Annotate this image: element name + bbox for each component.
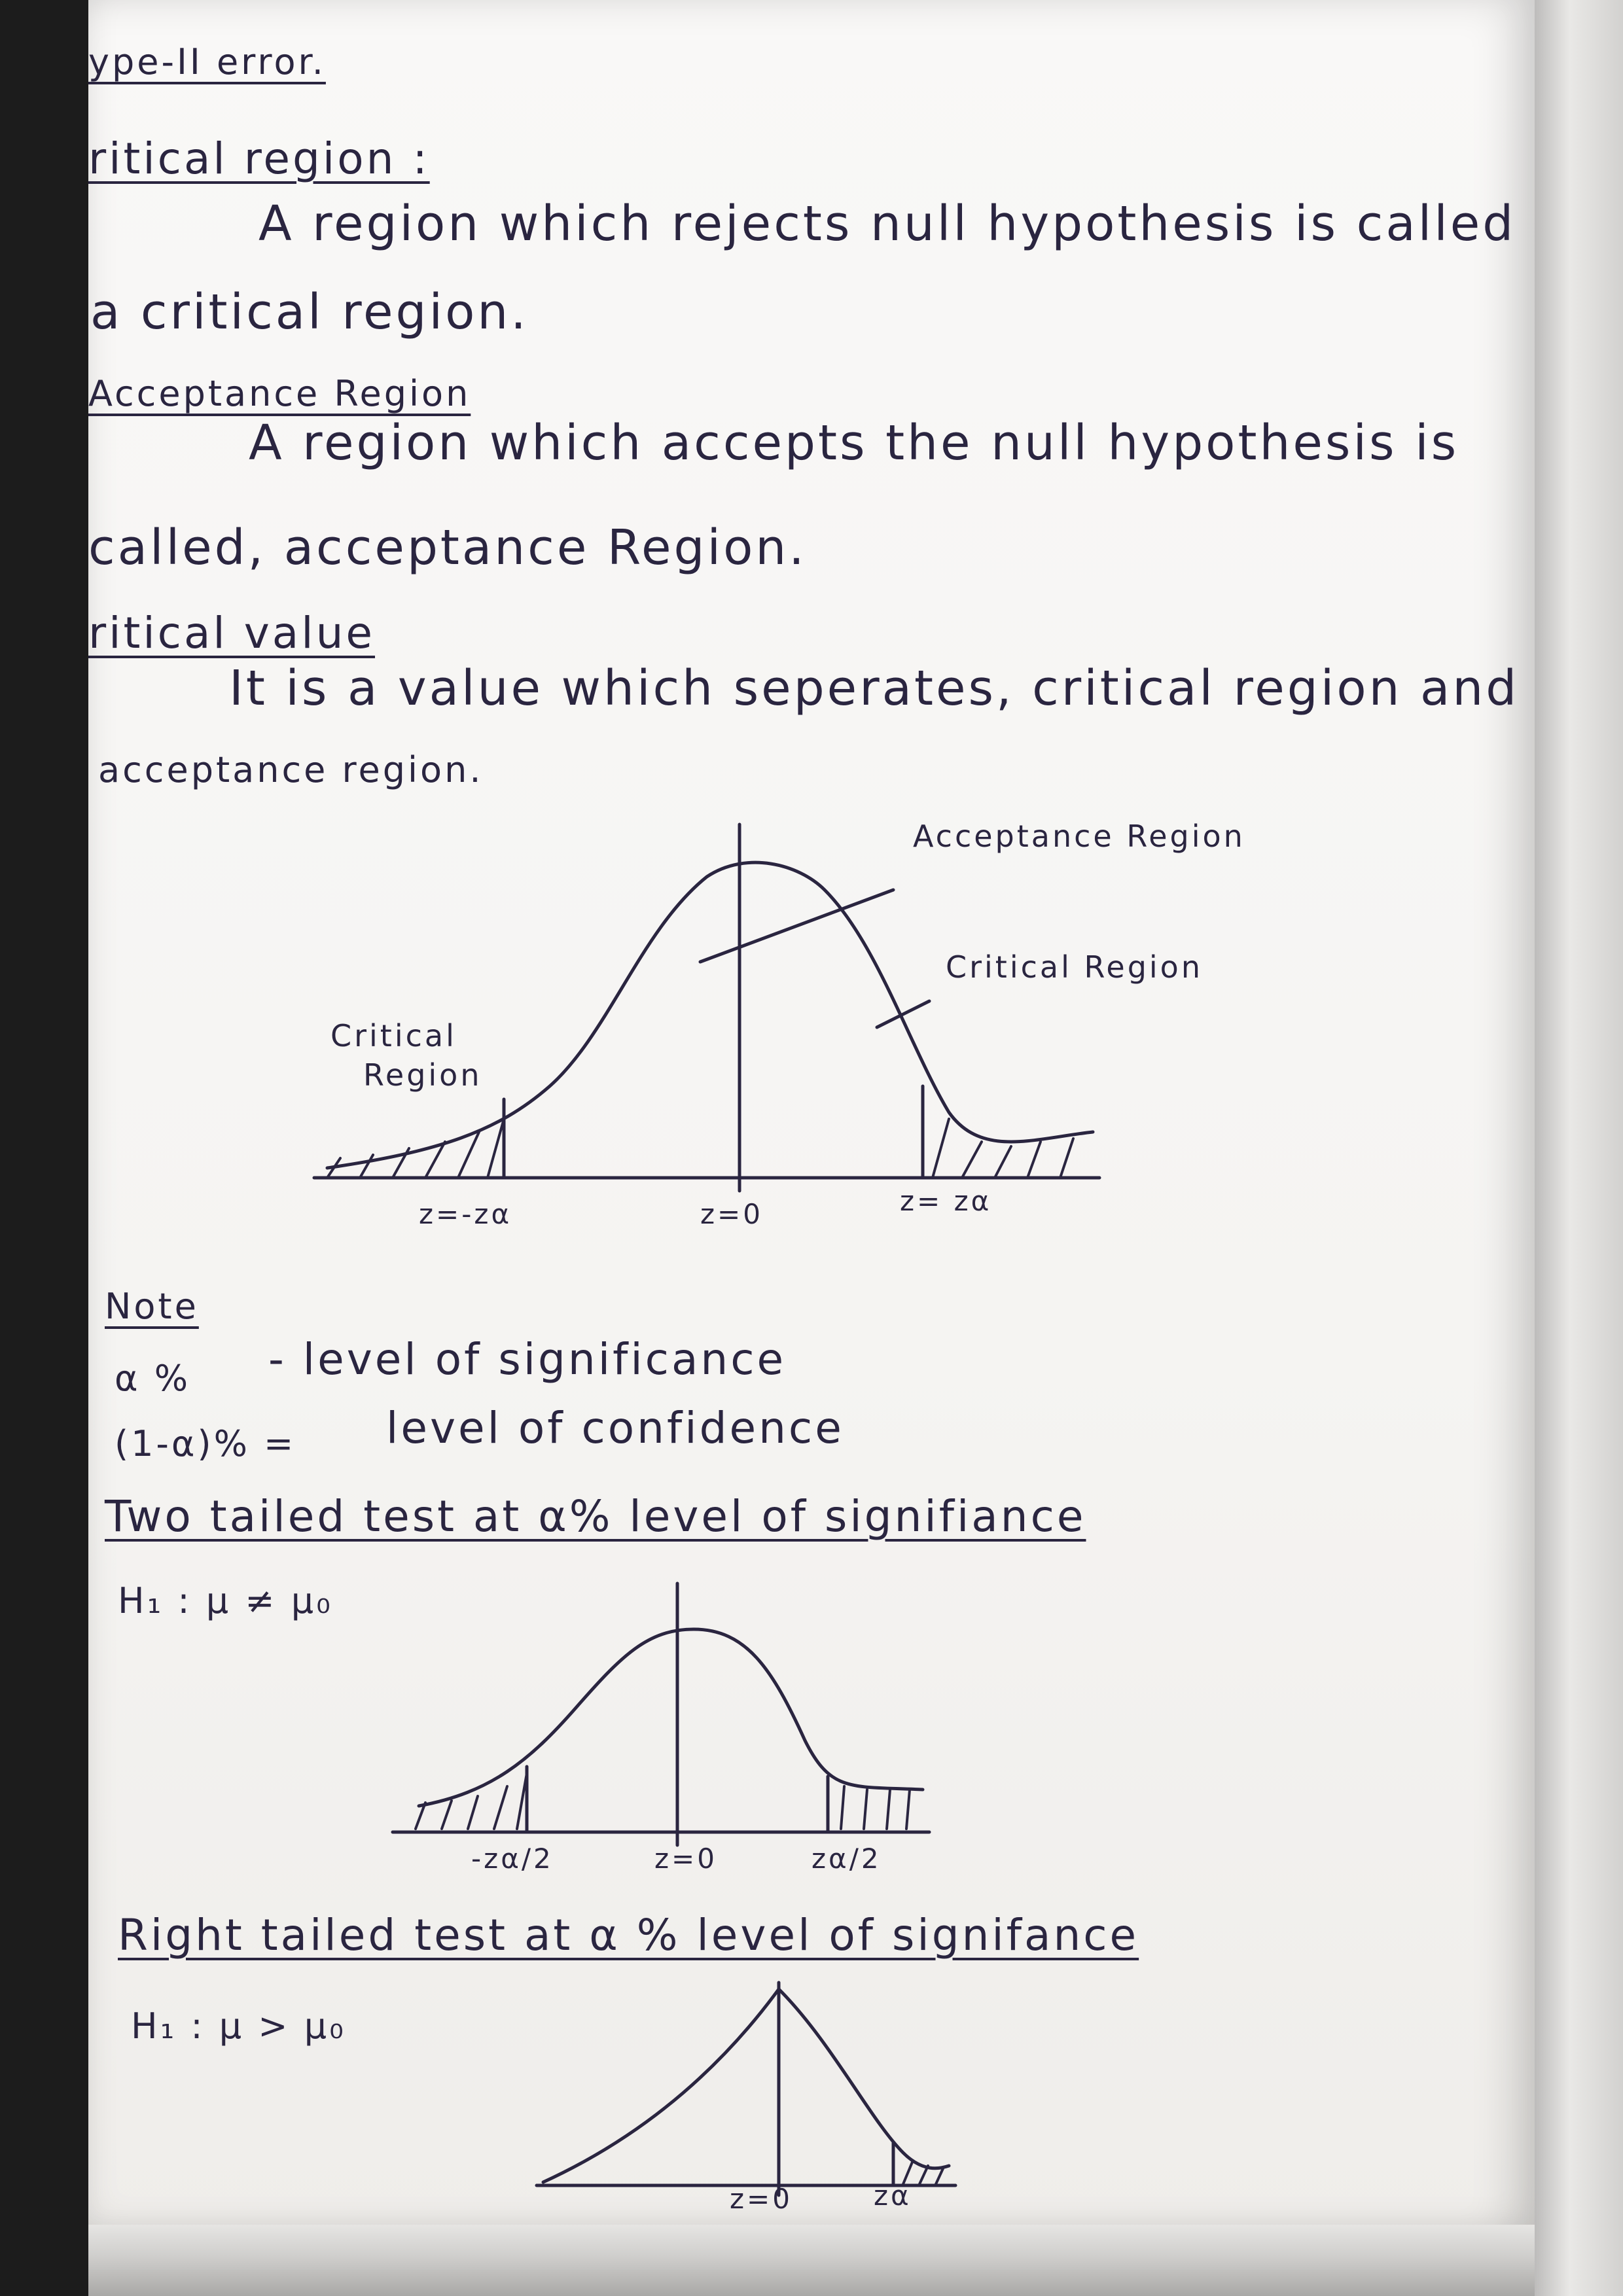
two-tailed-left-hatch [416, 1773, 527, 1829]
two-tailed-hypothesis: H₁ : μ ≠ μ₀ [118, 1580, 333, 1621]
normal-curve [327, 862, 1093, 1168]
left-critical-hatch [327, 1119, 504, 1178]
two-tailed-tick-left: -zα/2 [471, 1843, 554, 1875]
acceptance-region-heading: Acceptance Region [88, 373, 471, 414]
right-tailed-heading: Right tailed test at α % level of signifance [118, 1910, 1139, 1960]
page-edge [88, 2225, 1535, 2296]
critical-value-heading: ritical value [88, 608, 376, 658]
note-confidence-text: level of confidence [386, 1403, 844, 1453]
two-tailed-right-hatch [841, 1786, 910, 1829]
fig1-label-critical-left-2: Region [363, 1057, 482, 1093]
right-tailed-hypothesis: H₁ : μ > μ₀ [131, 2005, 346, 2047]
two-tailed-tick-right: zα/2 [812, 1843, 882, 1875]
critical-region-heading: ritical region : [88, 133, 430, 184]
right-tailed-curve [543, 1989, 949, 2182]
two-tailed-tick-mid: z=0 [654, 1843, 717, 1875]
right-tailed-tick-right: zα [874, 2180, 912, 2212]
two-tailed-curve [419, 1629, 923, 1806]
fig1-tick-right: z= zα [900, 1185, 992, 1217]
acceptance-region-line2: called, acceptance Region. [88, 520, 807, 576]
notebook-binding [1535, 0, 1623, 2296]
type2-error-heading: ype-II error. [88, 41, 326, 82]
right-tailed-tick-mid: z=0 [730, 2183, 793, 2215]
critical-region-line2: a critical region. [90, 284, 529, 340]
critical-value-line1: It is a value which seperates, critical region and [229, 660, 1520, 716]
acceptance-pointer [700, 890, 893, 962]
critical-value-line2: acceptance region. [98, 749, 484, 790]
two-tailed-diagram [380, 1570, 942, 1858]
fig1-tick-mid: z=0 [700, 1198, 763, 1230]
note-significance-text: - level of significance [268, 1334, 787, 1385]
acceptance-region-line1: A region which accepts the null hypothesis is [249, 415, 1459, 471]
note-confidence-symbol: (1-α)% = [115, 1423, 296, 1464]
critical-region-line1: A region which rejects null hypothesis is called [259, 196, 1516, 252]
note-alpha-symbol: α % [115, 1358, 191, 1399]
fig1-tick-left: z=-zα [419, 1198, 512, 1230]
right-tailed-diagram [524, 1969, 982, 2215]
fig1-label-critical-left-1: Critical [330, 1018, 457, 1053]
note-heading: Note [105, 1286, 199, 1327]
two-tailed-heading: Two tailed test at α% level of signifiance [105, 1491, 1086, 1542]
right-critical-hatch [933, 1119, 1073, 1178]
fig1-label-critical-right: Critical Region [946, 949, 1203, 985]
fig1-label-acceptance: Acceptance Region [913, 819, 1245, 854]
